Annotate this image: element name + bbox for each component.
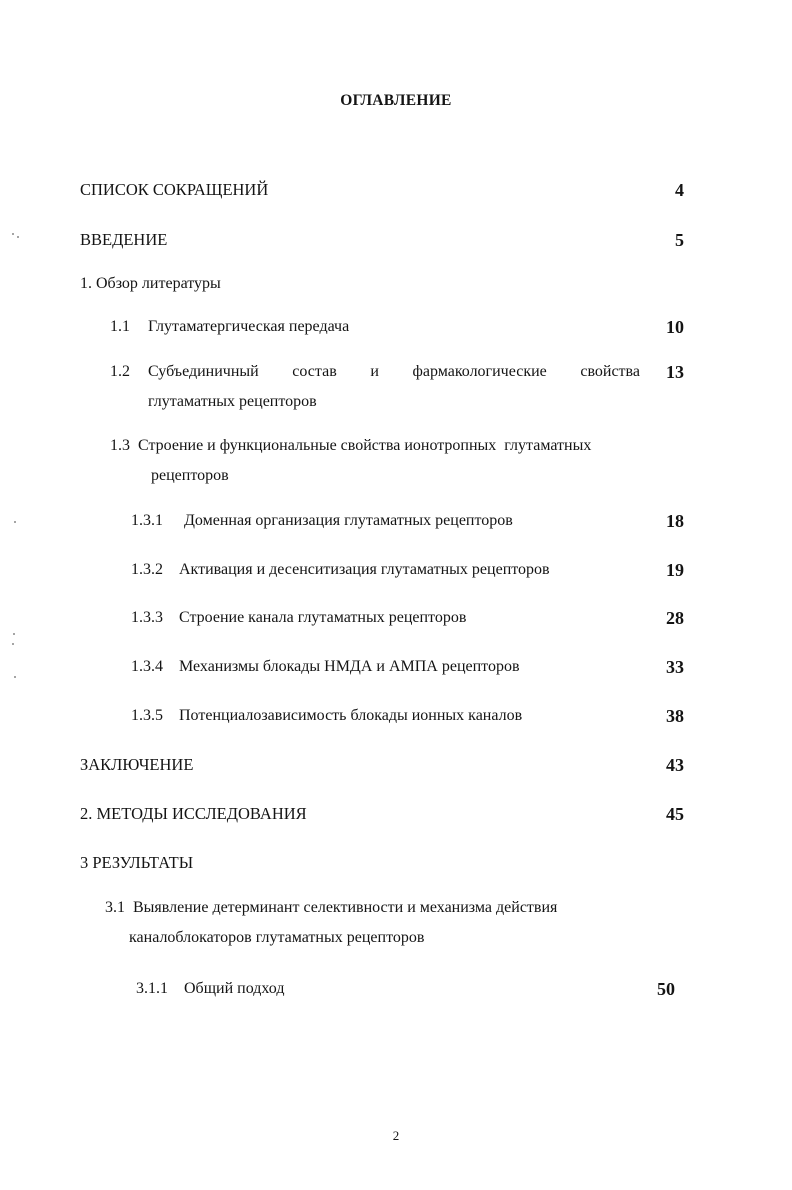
toc-page-number: 4	[675, 180, 684, 200]
scan-speck	[14, 676, 16, 678]
toc-section-number: 1.3.5	[131, 707, 163, 724]
scan-speck	[12, 643, 14, 645]
page-title: ОГЛАВЛЕНИЕ	[340, 92, 452, 109]
toc-page-number: 50	[657, 979, 675, 999]
page-number: 2	[392, 1128, 400, 1143]
toc-label: 3 РЕЗУЛЬТАТЫ	[80, 853, 194, 872]
toc-label: Активация и десенситизация глутаматных рецепторов	[179, 561, 550, 578]
toc-label: 3.1 Выявление детерминант селективности и механизма действия	[105, 899, 558, 916]
toc-label-continuation: рецепторов	[151, 467, 229, 484]
scan-speck	[13, 633, 15, 635]
toc-word: состав	[292, 363, 337, 380]
toc-label: 1.3 Строение и функциональные свойства ионотропных глутаматных	[110, 437, 592, 454]
toc-label-continuation: глутаматных рецепторов	[148, 393, 317, 410]
toc-section-number: 1.3.1	[131, 512, 163, 529]
toc-label: Общий подход	[184, 980, 285, 997]
toc-section-number: 3.1.1	[136, 980, 168, 997]
toc-page-number: 38	[666, 706, 684, 726]
scan-speck	[12, 233, 14, 235]
toc-section-number: 1.3.3	[131, 609, 163, 626]
toc-word: фармакологические	[412, 363, 547, 380]
toc-section-number: 1.1	[110, 318, 130, 335]
toc-section-number: 1.3.4	[131, 658, 163, 675]
toc-word: и	[370, 363, 379, 380]
toc-label: Строение канала глутаматных рецепторов	[179, 609, 467, 626]
toc-section-number: 1.3.2	[131, 561, 163, 578]
toc-word: свойства	[580, 363, 640, 380]
scan-speck	[14, 521, 16, 523]
toc-page-number: 5	[675, 230, 684, 250]
toc-label: Механизмы блокады НМДА и АМПА рецепторов	[179, 658, 520, 675]
toc-label-justified	[148, 357, 640, 387]
toc-section-number: 1.2	[110, 363, 130, 380]
toc-label: ЗАКЛЮЧЕНИЕ	[80, 755, 194, 774]
toc-label: Доменная организация глутаматных рецепторов	[184, 512, 513, 529]
toc-page-number: 10	[666, 317, 684, 337]
toc-label-continuation: каналоблокаторов глутаматных рецепторов	[129, 929, 425, 946]
toc-label: ВВЕДЕНИЕ	[80, 230, 168, 249]
scan-speck	[17, 236, 19, 238]
toc-label: СПИСОК СОКРАЩЕНИЙ	[80, 180, 269, 199]
toc-label: Глутаматергическая передача	[148, 318, 350, 335]
toc-label: 1. Обзор литературы	[80, 275, 221, 292]
toc-label: 2. МЕТОДЫ ИССЛЕДОВАНИЯ	[80, 804, 307, 823]
toc-page-number: 19	[666, 560, 684, 580]
toc-page-number: 33	[666, 657, 684, 677]
toc-page-number: 13	[666, 362, 684, 382]
toc-page-number: 18	[666, 511, 684, 531]
toc-page-number: 28	[666, 608, 684, 628]
toc-label: Потенциалозависимость блокады ионных каналов	[179, 707, 523, 724]
toc-page-number: 43	[666, 755, 684, 775]
toc-page-number: 45	[666, 804, 684, 824]
toc-word: Субъединичный	[148, 363, 259, 380]
